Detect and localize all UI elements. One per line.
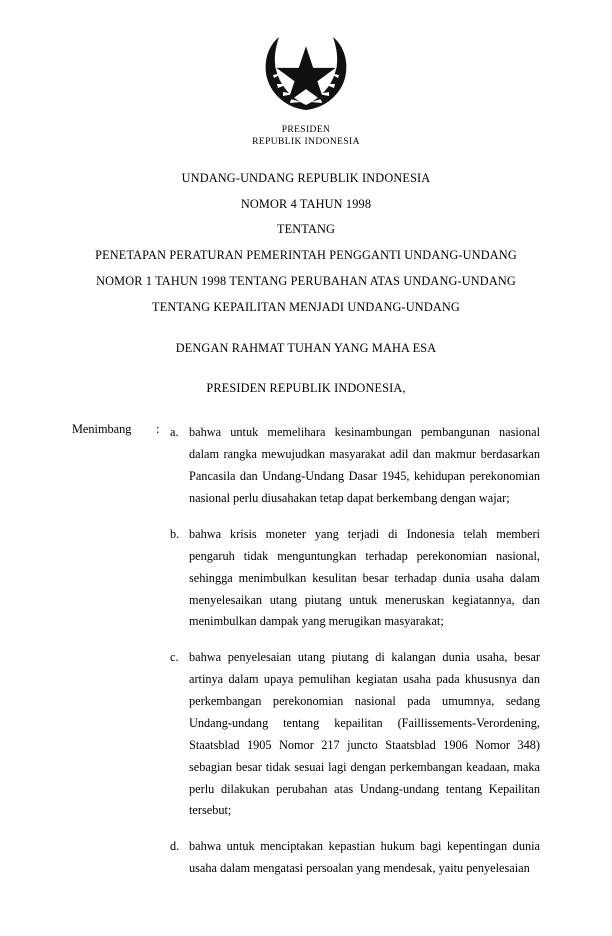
list-item (170, 524, 540, 633)
considerations-section (72, 422, 540, 880)
title-line-2: NOMOR 4 TAHUN 1998 (240, 196, 372, 211)
title-line-3: TENTANG (276, 222, 336, 237)
considerations-colon: : (156, 422, 160, 437)
title-line-5: NOMOR 1 TAHUN 1998 TENTANG PERUBAHAN ATAS UNDANG-UNDANG (96, 274, 516, 289)
title-line-6: TENTANG KEPAILITAN MENJADI UNDANG-UNDANG (152, 300, 460, 315)
considerations-list (170, 422, 540, 880)
list-item-marker: b. (170, 526, 180, 541)
list-item-text: bahwa krisis moneter yang terjadi di Indonesia telah memberi pengaruh tidak menguntungkan terhadap perekonomian nasional, sehingga menimbulkan kesulitan besar terhadap dunia usaha dalam menyelesaikan utang piutang untuk meneruskan kegiatannya, dan menimbulkan dampak yang merugikan masyarakat; (189, 526, 540, 629)
list-item (170, 422, 540, 510)
list-item-marker: c. (170, 650, 179, 665)
list-item-marker: d. (170, 839, 180, 854)
emblem-caption-line2: REPUBLIK INDONESIA (252, 136, 360, 147)
list-item-marker: a. (170, 425, 179, 440)
considerations-row (72, 422, 540, 880)
list-item-text: bahwa untuk menciptakan kepastian hukum bagi kepentingan dunia usaha dalam mengatasi persoalan yang mendesak, yaitu penyelesaian (189, 839, 540, 876)
document-title-block (72, 171, 540, 316)
title-line-1: UNDANG-UNDANG REPUBLIK INDONESIA (181, 170, 431, 185)
emblem-block (72, 0, 540, 149)
garuda-star-emblem-icon (260, 28, 352, 114)
authority-line: PRESIDEN REPUBLIK INDONESIA, (206, 381, 406, 396)
list-item (170, 836, 540, 880)
blessing-line: DENGAN RAHMAT TUHAN YANG MAHA ESA (175, 341, 437, 356)
list-item (170, 647, 540, 822)
emblem-caption (72, 125, 540, 149)
considerations-label: Menimbang (72, 422, 132, 437)
emblem-caption-line1: PRESIDEN (281, 125, 331, 135)
list-item-text: bahwa penyelesaian utang piutang di kalangan dunia usaha, besar artinya dalam upaya pemulihan kegiatan usaha pada khususnya dan perkembangan perekonomian nasional pada umumnya, sedang Undang-undang tentang kepailitan (Faillissements-Verordening, Staatsblad 1905 Nomor 217 juncto Staatsblad 1906 Nomor 348) sebagian besar tidak sesuai lagi dengan perkembangan keadaan, maka perlu dilakukan perubahan atas Undang-undang tentang Kepailitan tersebut; (189, 650, 540, 818)
title-line-4: PENETAPAN PERATURAN PEMERINTAH PENGGANTI UNDANG-UNDANG (95, 248, 517, 263)
list-item-text: bahwa untuk memelihara kesinambungan pembangunan nasional dalam rangka mewujudkan masyarakat adil dan makmur berdasarkan Pancasila dan Undang-Undang Dasar 1945, kehidupan perekonomian nasional perlu diusahakan tetap dapat berkembang dengan wajar; (189, 425, 540, 506)
